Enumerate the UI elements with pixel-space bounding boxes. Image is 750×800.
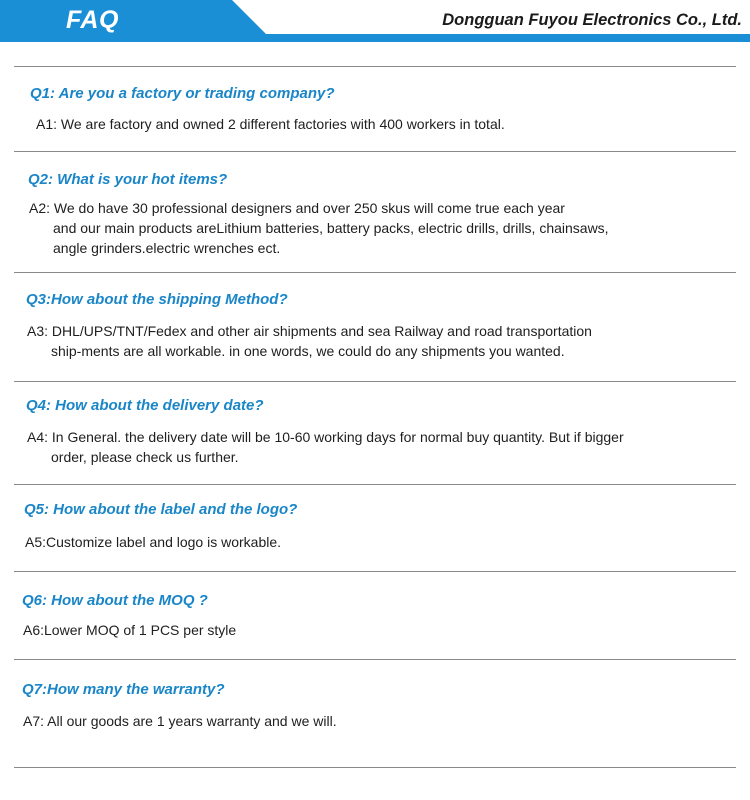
divider bbox=[14, 151, 736, 152]
divider bbox=[14, 571, 736, 572]
faq-answer-7 bbox=[23, 711, 337, 731]
divider bbox=[14, 659, 736, 660]
faq-answer-5 bbox=[25, 532, 281, 552]
answer-line: angle grinders.electric wrenches ect. bbox=[53, 240, 281, 256]
faq-question-7: Q7:How many the warranty? bbox=[22, 681, 225, 698]
divider bbox=[14, 66, 736, 67]
answer-line: and our main products areLithium batteries, battery packs, electric drills, drills, chainsaws, bbox=[53, 220, 609, 236]
faq-question-3: Q3:How about the shipping Method? bbox=[26, 291, 288, 308]
faq-question-6: Q6: How about the MOQ ? bbox=[22, 592, 208, 609]
divider bbox=[14, 272, 736, 273]
faq-question-4: Q4: How about the delivery date? bbox=[26, 397, 264, 414]
faq-answer-6 bbox=[23, 620, 236, 640]
answer-line: ship-ments are all workable. in one words, we could do any shipments you wanted. bbox=[51, 343, 565, 359]
answer-line: A7: All our goods are 1 years warranty and we will. bbox=[23, 713, 337, 729]
faq-question-5: Q5: How about the label and the logo? bbox=[24, 501, 298, 518]
faq-question-2: Q2: What is your hot items? bbox=[28, 171, 228, 188]
faq-answer-2 bbox=[29, 198, 609, 258]
answer-line: A5:Customize label and logo is workable. bbox=[25, 534, 282, 550]
divider bbox=[14, 381, 736, 382]
answer-line: A2: We do have 30 professional designers and over 250 skus will come true each year bbox=[29, 200, 565, 216]
page-title: FAQ bbox=[66, 6, 119, 34]
answer-line: A3: DHL/UPS/TNT/Fedex and other air shipments and sea Railway and road transportation bbox=[27, 323, 592, 339]
answer-line: order, please check us further. bbox=[51, 449, 239, 465]
company-name: Dongguan Fuyou Electronics Co., Ltd. bbox=[442, 11, 742, 29]
answer-line: A1: We are factory and owned 2 different factories with 400 workers in total. bbox=[36, 116, 505, 132]
faq-question-1: Q1: Are you a factory or trading company? bbox=[30, 85, 335, 102]
answer-line: A4: In General. the delivery date will be 10-60 working days for normal buy quantity. But if bigger bbox=[27, 429, 624, 445]
faq-answer-4 bbox=[27, 427, 624, 467]
faq-answer-1 bbox=[36, 114, 505, 134]
faq-answer-3 bbox=[27, 321, 592, 361]
divider bbox=[14, 767, 736, 768]
answer-line: A6:Lower MOQ of 1 PCS per style bbox=[23, 622, 237, 638]
divider bbox=[14, 484, 736, 485]
